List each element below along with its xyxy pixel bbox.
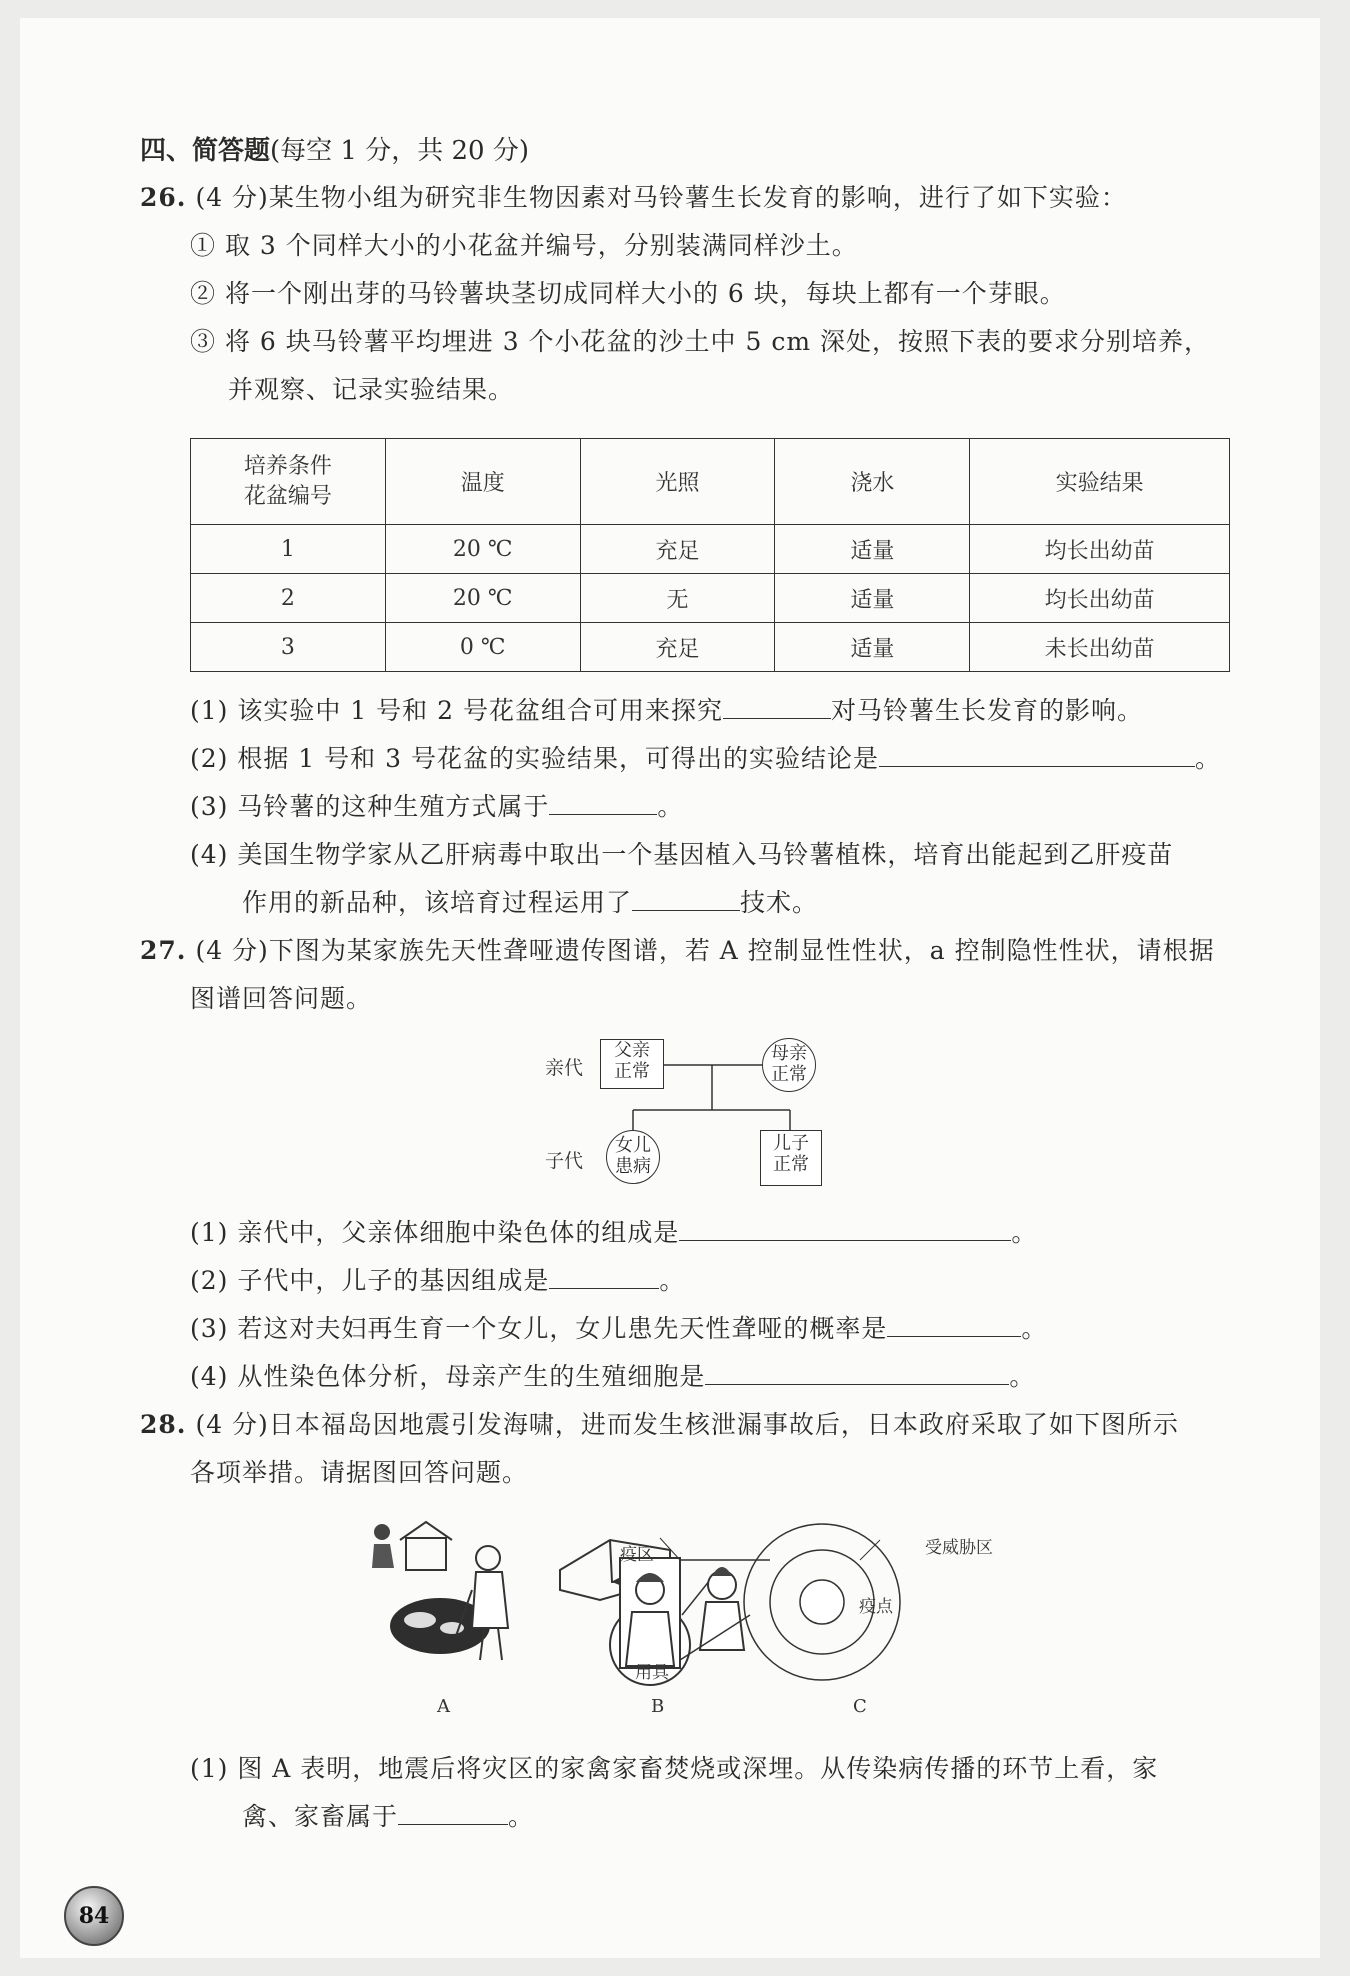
father-status: 正常 (614, 1061, 650, 1082)
q26-stem: (4 分)某生物小组为研究非生物因素对马铃薯生长发育的影响，进行了如下实验： (195, 183, 1127, 212)
mother-circle (762, 1038, 816, 1092)
table-cell: 适量 (775, 623, 970, 672)
q26-sub2-text: (2) 根据 1 号和 3 号花盆的实验结果，可得出的实验结论是 (190, 744, 879, 773)
period: 。 (659, 1266, 686, 1295)
q27-number: 27. (140, 936, 187, 965)
table-cell: 充足 (580, 623, 775, 672)
table-header-cell: 温度 (385, 439, 580, 525)
answer-blank[interactable] (398, 1800, 508, 1825)
q27-sub4 (190, 1360, 1035, 1394)
q26-sub4-text-end: 技术。 (740, 888, 819, 917)
father-label: 父亲 (614, 1040, 650, 1061)
table-cell: 20 ℃ (385, 574, 580, 623)
table-cell: 1 (191, 525, 386, 574)
answer-blank[interactable] (679, 1216, 1011, 1241)
table-header-cell: 光照 (580, 439, 775, 525)
period: 。 (1021, 1314, 1048, 1343)
period: 。 (657, 792, 684, 821)
q26-sub3-text: (3) 马铃薯的这种生殖方式属于 (190, 792, 550, 821)
q28-figure (360, 1520, 1020, 1720)
figure-label-b: B (651, 1696, 665, 1717)
q28-sub1-line1: (1) 图 A 表明，地震后将灾区的家禽家畜焚烧或深埋。从传染病传播的环节上看，家 (190, 1754, 1159, 1783)
q27-sub4-text: (4) 从性染色体分析，母亲产生的生殖细胞是 (190, 1362, 706, 1391)
label-epidemic-zone: 疫区 (620, 1545, 654, 1565)
son-status: 正常 (773, 1154, 809, 1175)
q28-stem: (4 分)日本福岛因地震引发海啸，进而发生核泄漏事故后，日本政府采取了如下图所示 (195, 1410, 1179, 1439)
son-square (760, 1130, 822, 1186)
q26-number: 26. (140, 183, 187, 212)
table-cell: 均长出幼苗 (970, 525, 1230, 574)
q27-sub1-text: (1) 亲代中，父亲体细胞中染色体的组成是 (190, 1218, 680, 1247)
q26-sub1-text-end: 对马铃薯生长发育的影响。 (830, 696, 1143, 725)
q27-sub2 (190, 1264, 685, 1298)
label-epidemic-point: 疫点 (859, 1597, 893, 1617)
q26-sub4-text: 作用的新品种，该培育过程运用了 (242, 888, 633, 917)
q26-step3-line1: ③ 将 6 块马铃薯平均埋进 3 个小花盆的沙土中 5 cm 深处，按照下表的要求分别培养， (190, 327, 1211, 356)
generation-label-children: 子代 (545, 1150, 584, 1172)
q27-stem: (4 分)下图为某家族先天性聋哑遗传图谱，若 A 控制显性性状，a 控制隐性性状，请根据 (195, 936, 1215, 965)
table-header-cell: 实验结果 (970, 439, 1230, 525)
q26-step3-line2: 并观察、记录实验结果。 (228, 375, 515, 404)
answer-blank[interactable] (887, 1312, 1021, 1337)
section-title: 四、简答题 (140, 136, 271, 166)
answer-blank[interactable] (549, 1264, 659, 1289)
figure-a-illustration (372, 1522, 508, 1660)
table-header-cell: 浇水 (775, 439, 970, 525)
table-cell: 2 (191, 574, 386, 623)
figure-label-c: C (853, 1696, 867, 1717)
page-number-badge (64, 1886, 124, 1946)
page-number: 84 (78, 1903, 110, 1929)
table-cell: 未长出幼苗 (970, 623, 1230, 672)
table-cell: 20 ℃ (385, 525, 580, 574)
q28-stem-line2: 各项举措。请据图回答问题。 (190, 1458, 529, 1487)
period: 。 (1009, 1362, 1036, 1391)
table-cell: 3 (191, 623, 386, 672)
q27-sub3-text: (3) 若这对夫妇再生育一个女儿，女儿患先天性聋哑的概率是 (190, 1314, 888, 1343)
daughter-circle (606, 1130, 660, 1184)
answer-blank[interactable] (705, 1360, 1009, 1385)
daughter-label: 女儿 (615, 1135, 651, 1156)
q26-sub1-text: (1) 该实验中 1 号和 2 号花盆组合可用来探究 (190, 696, 723, 725)
q26-step1: ① 取 3 个同样大小的小花盆并编号，分别装满同样沙土。 (190, 231, 858, 260)
table-cell: 无 (580, 574, 775, 623)
q27-sub3 (190, 1312, 1047, 1346)
mother-label: 母亲 (771, 1043, 807, 1064)
corner-bottom-label: 花盆编号 (243, 483, 332, 509)
q28-stem-line1 (140, 1408, 1179, 1442)
q28-number: 28. (140, 1410, 187, 1439)
q26-sub4-line1: (4) 美国生物学家从乙肝病毒中取出一个基因植入马铃薯植株，培育出能起到乙肝疫苗 (190, 840, 1174, 869)
table-cell: 充足 (580, 525, 775, 574)
q27-stem-line2: 图谱回答问题。 (190, 984, 373, 1013)
table-cell: 适量 (775, 574, 970, 623)
q28-sub1-text: 禽、家畜属于 (242, 1802, 399, 1831)
period: 。 (1194, 744, 1221, 773)
father-square (600, 1039, 664, 1089)
figure-c-illustration (620, 1524, 900, 1680)
son-label: 儿子 (773, 1133, 809, 1154)
section-note: (每空 1 分，共 20 分) (270, 136, 529, 166)
q27-sub1 (190, 1216, 1037, 1250)
daughter-status: 患病 (615, 1156, 651, 1177)
period: 。 (1011, 1218, 1038, 1247)
period: 。 (508, 1802, 535, 1831)
label-tool: 用具 (635, 1663, 669, 1683)
q27-sub2-text: (2) 子代中，儿子的基因组成是 (190, 1266, 550, 1295)
corner-top-label: 培养条件 (243, 453, 332, 479)
label-threatened-zone: 受威胁区 (925, 1538, 993, 1558)
mother-status: 正常 (771, 1064, 807, 1085)
q28-sub1-line2 (242, 1800, 534, 1834)
table-cell: 适量 (775, 525, 970, 574)
figure-label-a: A (437, 1696, 450, 1717)
table-cell: 0 ℃ (385, 623, 580, 672)
generation-label-parents: 亲代 (545, 1057, 584, 1079)
table-cell: 均长出幼苗 (970, 574, 1230, 623)
q26-step2: ② 将一个刚出芽的马铃薯块茎切成同样大小的 6 块，每块上都有一个芽眼。 (190, 279, 1066, 308)
